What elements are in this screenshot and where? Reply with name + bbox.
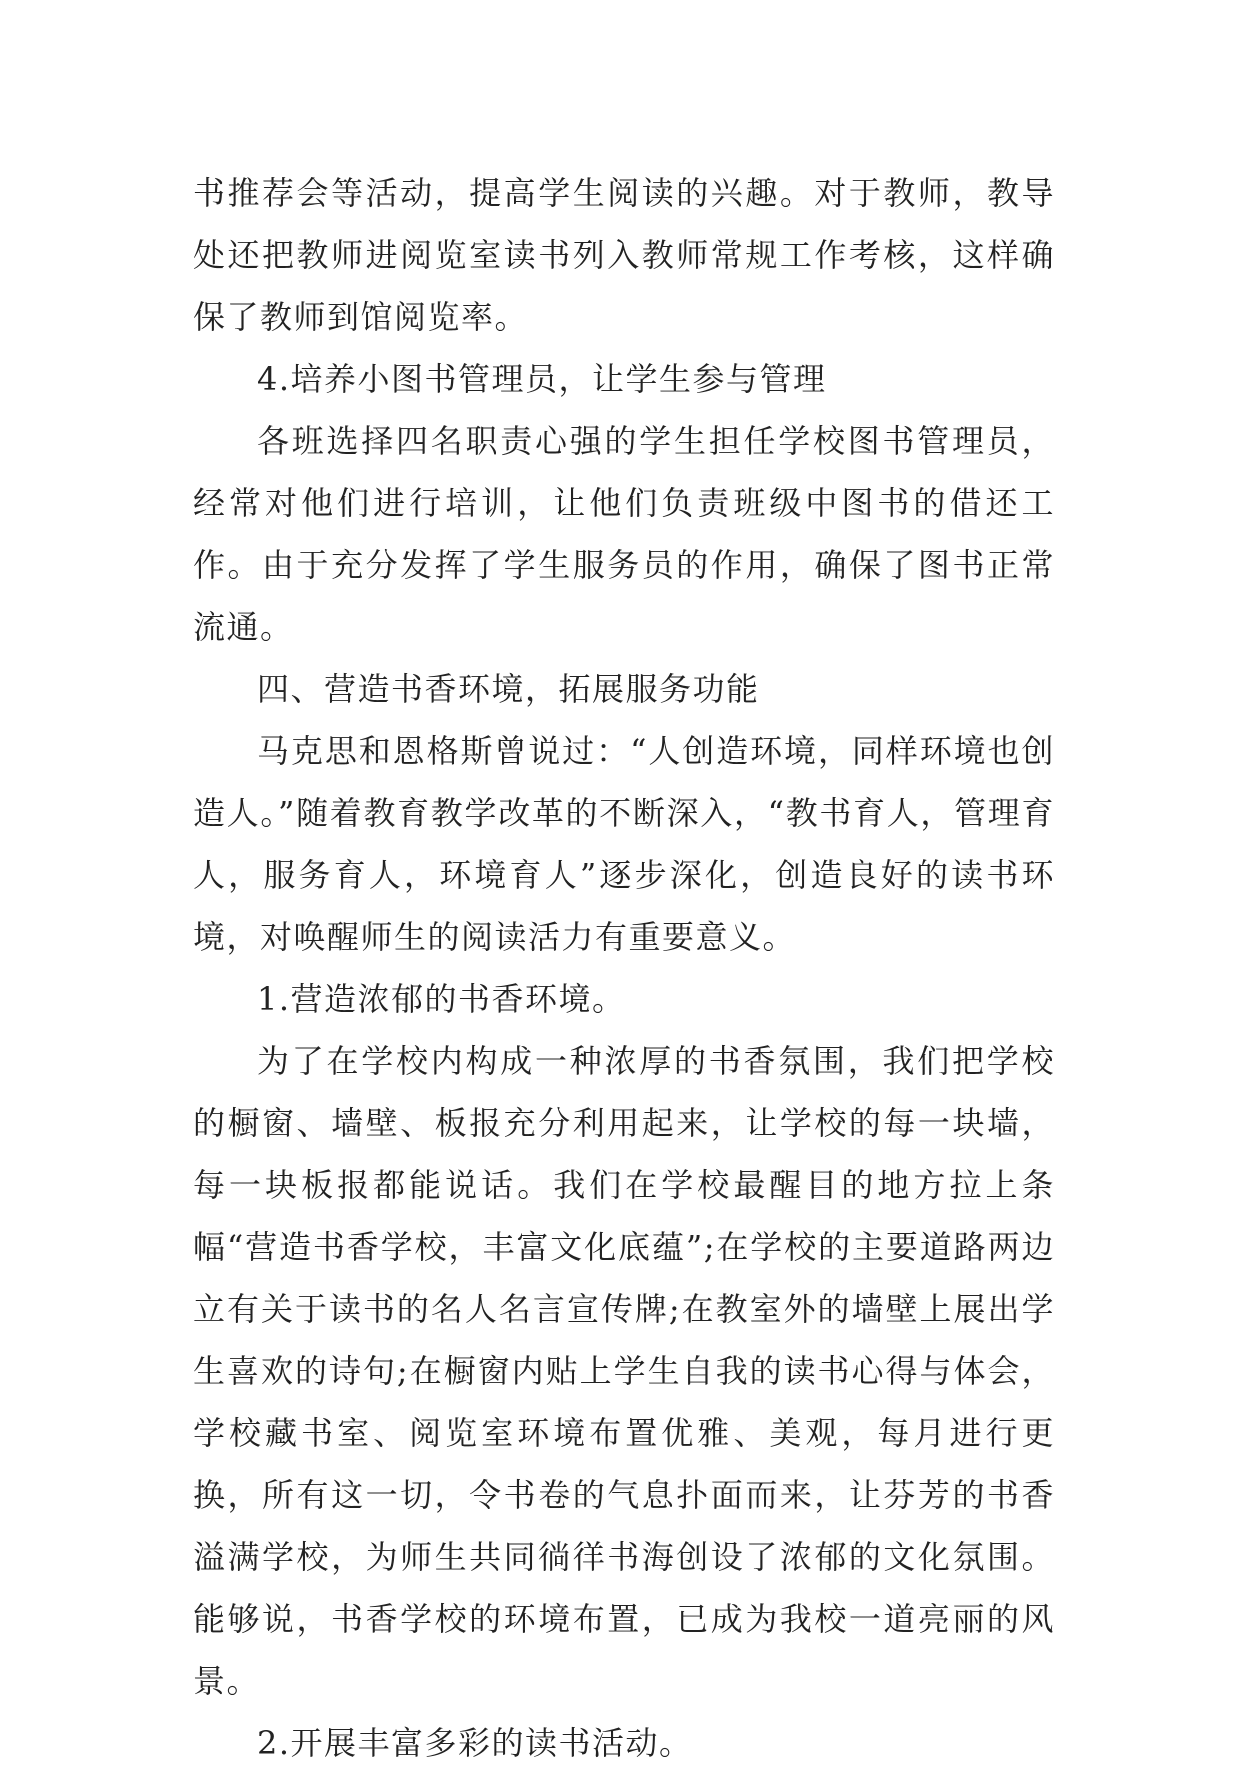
heading-train-librarians: 4.培养小图书管理员，让学生参与管理 [257,360,827,398]
heading-book-environment: 1.营造浓郁的书香环境。 [257,980,626,1018]
paragraph-marx-quote: 马克思和恩格斯曾说过：“人创造环境，同样环境也创造人。”随着教育教学改革的不断深入，“教书育人，管理育人，服务育人，环境育人”逐步深化，创造良好的读书环境，对唤醒师生的阅读活力有重要意义。 [193,732,1055,956]
paragraph-student-librarians: 各班选择四名职责心强的学生担任学校图书管理员，经常对他们进行培训，让他们负责班级中图书的借还工作。由于充分发挥了学生服务员的作用，确保了图书正常流通。 [193,422,1055,646]
heading-section-four: 四、营造书香环境，拓展服务功能 [257,670,760,708]
paragraph-campus-atmosphere: 为了在学校内构成一种浓厚的书香氛围，我们把学校的橱窗、墙壁、板报充分利用起来，让学校的每一块墙，每一块板报都能说话。我们在学校最醒目的地方拉上条幅“营造书香学校，丰富文化底蕴”;在学校的主要道路两边立有关于读书的名人名言宣传牌;在教室外的墙壁上展出学生喜欢的诗句;在橱窗内贴上学生自我的读书心得与体会，学校藏书室、阅览室环境布置优雅、美观，每月进行更换，所有这一切，令书卷的气息扑面而来，让芬芳的书香溢满学校，为师生共同徜徉书海创设了浓郁的文化氛围。能够说，书香学校的环境布置，已成为我校一道亮丽的风景。 [193,1042,1055,1700]
document-page [193,162,1055,1774]
paragraph-reading-interest: 书推荐会等活动，提高学生阅读的兴趣。对于教师，教导处还把教师进阅览室读书列入教师常规工作考核，这样确保了教师到馆阅览率。 [193,174,1055,336]
heading-reading-activities: 2.开展丰富多彩的读书活动。 [257,1724,693,1762]
